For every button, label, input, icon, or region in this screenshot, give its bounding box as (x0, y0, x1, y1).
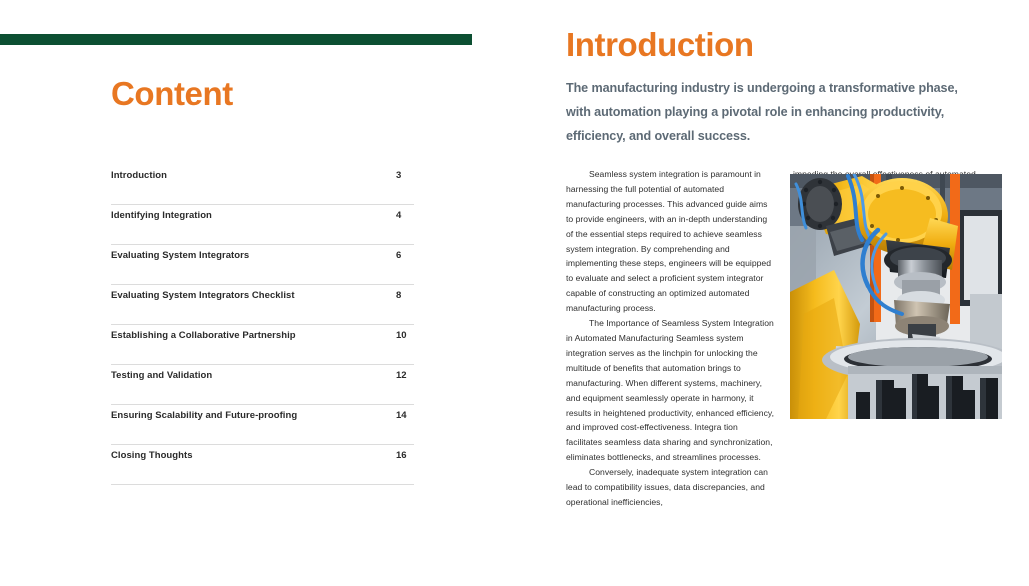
toc-item-label: Testing and Validation (111, 370, 213, 381)
toc-item-label: Identifying Integration (111, 210, 212, 221)
body-paragraph: Seamless system integration is paramount in harnessing the full potential of automated manufacturing processes. This advanced guide aims to provide engineers, with an in-depth understanding of the essential steps required to achieve seamless system integration. By comprehending and implementing these steps, engineers will be equipped to evaluate and select a proficient system integrator capable of constructing an optimized automated manufacturing process. (566, 169, 772, 314)
toc-row[interactable] (111, 325, 414, 365)
toc-item-label: Establishing a Collaborative Partnership (111, 330, 296, 341)
industrial-robot-arm-photo (790, 174, 1002, 419)
toc-row[interactable] (111, 445, 414, 485)
toc-row[interactable] (111, 245, 414, 285)
toc-row[interactable] (111, 405, 414, 445)
toc-row[interactable] (111, 205, 414, 245)
right-page (520, 0, 1029, 586)
toc-item-label: Ensuring Scalability and Future-proofing (111, 410, 298, 421)
toc-item-label: Closing Thoughts (111, 450, 193, 461)
toc-item-page: 16 (396, 450, 407, 461)
toc-item-label: Evaluating System Integrators Checklist (111, 290, 295, 301)
toc-item-label: Introduction (111, 170, 168, 181)
green-accent-rule (0, 34, 472, 45)
toc-item-page: 8 (396, 290, 402, 301)
toc-item-page: 6 (396, 250, 402, 261)
table-of-contents (111, 165, 414, 485)
toc-item-label: Evaluating System Integrators (111, 250, 250, 261)
body-column-left (566, 167, 774, 510)
body-paragraph: Conversely, inadequate system integration can lead to compatibility issues, data discrepancies, and operational inefficiencies, (566, 467, 768, 507)
body-paragraph: The Importance of Seamless System Integration in Automated Manufacturing Seamless system integration serves as the linchpin for unlocking the multitude of benefits that automation brings to manufacturing. When different systems, machinery, and equipment seamlessly operate in harmony, it results in heightened productivity, enhanced efficiency, and improved cost-effectiveness. Integra tion facilitates seamless data sharing and synchronization, eliminates bottlenecks, and streamlines processes. (566, 318, 774, 463)
page-title-content: Content (111, 75, 233, 112)
toc-item-page: 12 (396, 370, 407, 381)
toc-item-page: 4 (396, 210, 402, 221)
toc-row[interactable] (111, 365, 414, 405)
introduction-lead-paragraph: The manufacturing industry is undergoing a transformative phase, with automation playing a pivotal role in enhancing productivity, efficiency, and overall success. (566, 81, 958, 143)
toc-row[interactable] (111, 165, 414, 205)
toc-row[interactable] (111, 285, 414, 325)
toc-item-page: 3 (396, 170, 402, 181)
toc-item-page: 10 (396, 330, 407, 341)
toc-item-page: 14 (396, 410, 407, 421)
page-title-introduction: Introduction (566, 26, 754, 63)
